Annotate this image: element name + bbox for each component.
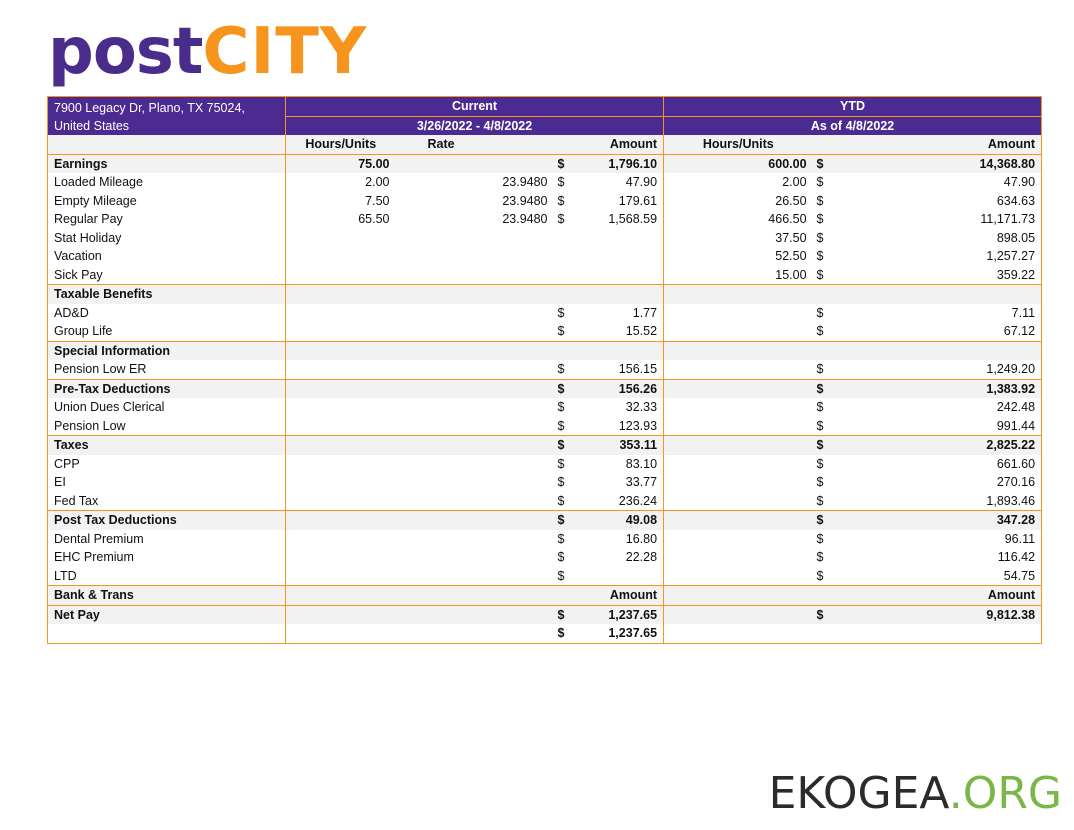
deposit-dollar: $	[557, 626, 565, 641]
col-head-rate: Rate	[396, 135, 554, 154]
line-item-row	[48, 398, 1042, 417]
row-ytd-amount: 54.75	[1003, 568, 1036, 583]
row-hours: 7.50	[286, 192, 396, 211]
line-item-row	[48, 473, 1042, 492]
row-current-amount: 22.28	[625, 550, 658, 565]
row-label: EI	[54, 475, 66, 490]
net-pay-ytd-dollar: $	[813, 605, 843, 624]
row-ytd-amount: 661.60	[996, 456, 1036, 471]
deposit-total: 1,237.65	[608, 626, 658, 641]
line-item-row	[48, 266, 1042, 285]
row-label: Stat Holiday	[54, 230, 122, 245]
row-ytd-amount: 359.22	[996, 267, 1036, 282]
row-ytd-hours	[664, 360, 813, 379]
row-current-amount	[584, 285, 664, 304]
row-current-amount: 1,796.10	[584, 154, 664, 173]
line-item-row	[48, 548, 1042, 567]
row-ytd-dollar: $	[813, 154, 843, 173]
row-label: Earnings	[48, 154, 286, 173]
bank-ytd-amount-label: Amount	[664, 586, 1042, 606]
row-rate	[396, 154, 554, 173]
row-ytd-amount: 1,249.20	[986, 362, 1036, 377]
row-ytd-amount: 898.05	[996, 230, 1036, 245]
row-ytd-hours	[664, 341, 813, 360]
watermark-tld: .ORG	[948, 768, 1062, 819]
row-current-dollar: $	[557, 550, 565, 565]
row-hours	[286, 511, 396, 530]
deposit-spacer	[286, 624, 554, 643]
row-ytd-amount: 1,257.27	[986, 249, 1036, 264]
net-pay-ytd: 9,812.38	[843, 605, 1042, 624]
row-current-amount	[584, 567, 664, 586]
row-ytd-hours: 2.00	[664, 173, 813, 192]
net-pay-row	[48, 605, 1042, 624]
row-current-dollar	[554, 266, 584, 285]
row-hours	[286, 436, 396, 455]
row-label: Taxes	[48, 436, 286, 455]
row-ytd-hours	[664, 398, 813, 417]
row-rate: 23.9480	[502, 193, 548, 208]
line-item-row	[48, 322, 1042, 341]
row-label: Pension Low	[54, 418, 126, 433]
row-current-dollar: $	[557, 324, 565, 339]
row-hours: 2.00	[286, 173, 396, 192]
row-rate	[396, 379, 554, 398]
row-ytd-amount: 67.12	[1003, 324, 1036, 339]
row-current-amount	[584, 247, 664, 266]
bank-amount-label: Amount	[286, 586, 664, 606]
row-ytd-dollar: $	[816, 212, 824, 227]
row-current-dollar	[554, 247, 584, 266]
line-item-row	[48, 192, 1042, 211]
row-ytd-amount: 634.63	[996, 193, 1036, 208]
row-ytd-dollar: $	[816, 249, 824, 264]
row-rate: 23.9480	[502, 212, 548, 227]
row-ytd-amount: 47.90	[1003, 175, 1036, 190]
bank-trans-row	[48, 586, 1042, 606]
row-hours: 65.50	[286, 210, 396, 229]
row-label: Pension Low ER	[54, 362, 147, 377]
row-current-amount: 123.93	[618, 418, 658, 433]
row-ytd-dollar: $	[816, 550, 824, 565]
row-ytd-dollar: $	[816, 493, 824, 508]
row-current-dollar: $	[557, 475, 565, 490]
row-ytd-amount: 2,825.22	[843, 436, 1042, 455]
row-rate	[396, 360, 554, 379]
row-ytd-dollar: $	[816, 267, 824, 282]
col-head-hours: Hours/Units	[286, 135, 396, 154]
row-label: AD&D	[54, 305, 89, 320]
deposit-blank	[48, 624, 286, 643]
row-ytd-hours	[664, 285, 813, 304]
row-current-amount	[584, 229, 664, 248]
ytd-period: As of 4/8/2022	[664, 116, 1042, 135]
row-current-dollar: $	[554, 511, 584, 530]
line-item-row	[48, 210, 1042, 229]
row-ytd-dollar: $	[816, 362, 824, 377]
row-current-dollar: $	[557, 493, 565, 508]
row-current-dollar: $	[554, 436, 584, 455]
row-rate	[396, 511, 554, 530]
row-hours: 75.00	[286, 154, 396, 173]
row-current-amount: 15.52	[625, 324, 658, 339]
row-label: Dental Premium	[54, 531, 144, 546]
row-current-dollar: $	[557, 362, 565, 377]
row-current-dollar: $	[554, 154, 584, 173]
ytd-header: YTD	[664, 97, 1042, 117]
row-ytd-amount: 14,368.80	[843, 154, 1042, 173]
row-current-amount: 1.77	[632, 305, 658, 320]
row-current-amount: 179.61	[618, 193, 658, 208]
row-ytd-amount: 11,171.73	[980, 212, 1036, 227]
row-hours	[286, 247, 396, 266]
row-ytd-amount	[843, 341, 1042, 360]
line-item-row	[48, 304, 1042, 323]
watermark-name: EKOGEA	[768, 768, 949, 819]
row-rate	[396, 548, 554, 567]
row-current-dollar: $	[557, 400, 565, 415]
section-row	[48, 511, 1042, 530]
row-ytd-dollar: $	[816, 175, 824, 190]
row-hours	[286, 567, 396, 586]
row-ytd-dollar: $	[813, 511, 843, 530]
row-hours	[286, 322, 396, 341]
row-rate	[396, 304, 554, 323]
row-current-dollar: $	[557, 212, 565, 227]
row-label: Regular Pay	[54, 212, 123, 227]
row-ytd-hours	[664, 473, 813, 492]
col-head-amount: Amount	[584, 135, 664, 154]
section-row	[48, 341, 1042, 360]
row-hours	[286, 417, 396, 436]
row-hours	[286, 285, 396, 304]
row-ytd-dollar	[813, 341, 843, 360]
row-rate: 23.9480	[502, 175, 548, 190]
line-item-row	[48, 492, 1042, 511]
net-pay-current-dollar: $	[554, 605, 584, 624]
row-ytd-dollar: $	[816, 456, 824, 471]
row-current-amount: 236.24	[618, 493, 658, 508]
row-ytd-hours	[664, 455, 813, 474]
row-current-amount: 156.15	[618, 362, 658, 377]
line-item-row	[48, 173, 1042, 192]
line-item-row	[48, 455, 1042, 474]
deposit-ytd-blank	[664, 624, 1042, 643]
row-current-amount: 83.10	[625, 456, 658, 471]
row-ytd-dollar: $	[816, 305, 824, 320]
row-hours	[286, 360, 396, 379]
row-current-amount: 32.33	[625, 400, 658, 415]
row-ytd-hours	[664, 417, 813, 436]
row-hours	[286, 530, 396, 549]
row-rate	[396, 247, 554, 266]
net-pay-ytd-spacer	[664, 605, 813, 624]
col-head-blank	[48, 135, 286, 154]
postcity-logo	[48, 15, 368, 89]
row-ytd-dollar	[813, 285, 843, 304]
row-hours	[286, 455, 396, 474]
current-header: Current	[286, 97, 664, 117]
row-label: Post Tax Deductions	[48, 511, 286, 530]
row-current-dollar	[554, 341, 584, 360]
row-rate	[396, 285, 554, 304]
current-period: 3/26/2022 - 4/8/2022	[286, 116, 664, 135]
row-ytd-amount: 7.11	[1011, 305, 1036, 320]
line-item-row	[48, 567, 1042, 586]
row-hours	[286, 229, 396, 248]
row-current-dollar: $	[557, 193, 565, 208]
line-item-row	[48, 417, 1042, 436]
row-ytd-amount: 270.16	[996, 475, 1036, 490]
row-ytd-dollar: $	[813, 379, 843, 398]
row-label: LTD	[54, 568, 77, 583]
row-hours	[286, 398, 396, 417]
row-hours	[286, 341, 396, 360]
row-rate	[396, 341, 554, 360]
row-current-amount	[584, 341, 664, 360]
col-head-ytd-amount: Amount	[843, 135, 1042, 154]
row-current-dollar: $	[557, 175, 565, 190]
row-current-amount: 49.08	[584, 511, 664, 530]
net-pay-label: Net Pay	[48, 605, 286, 624]
row-label: Empty Mileage	[54, 193, 137, 208]
row-rate	[396, 266, 554, 285]
row-label: Taxable Benefits	[48, 285, 286, 304]
row-label: Union Dues Clerical	[54, 400, 165, 415]
row-ytd-amount: 116.42	[997, 550, 1036, 565]
row-ytd-dollar: $	[816, 193, 824, 208]
row-ytd-amount: 1,893.46	[986, 493, 1036, 508]
section-row	[48, 285, 1042, 304]
row-label: EHC Premium	[54, 550, 134, 565]
line-item-row	[48, 530, 1042, 549]
row-ytd-hours	[664, 548, 813, 567]
row-hours	[286, 304, 396, 323]
row-hours	[286, 473, 396, 492]
row-current-amount	[584, 266, 664, 285]
row-label: Fed Tax	[54, 493, 99, 508]
row-label: Special Information	[48, 341, 286, 360]
row-ytd-dollar: $	[816, 230, 824, 245]
ekogea-watermark	[768, 768, 1062, 819]
row-current-dollar	[554, 285, 584, 304]
col-head-ytd-hours: Hours/Units	[664, 135, 813, 154]
net-pay-current: 1,237.65	[584, 605, 664, 624]
row-hours	[286, 266, 396, 285]
row-hours	[286, 548, 396, 567]
section-row	[48, 154, 1042, 173]
row-label: Sick Pay	[54, 267, 103, 282]
row-current-dollar: $	[557, 305, 565, 320]
row-ytd-dollar: $	[816, 400, 824, 415]
row-ytd-dollar: $	[816, 568, 824, 583]
deposit-total-row	[48, 624, 1042, 643]
pay-stub-table	[47, 96, 1042, 644]
row-ytd-hours	[664, 511, 813, 530]
row-ytd-hours: 52.50	[664, 247, 813, 266]
row-current-dollar: $	[557, 456, 565, 471]
line-item-row	[48, 360, 1042, 379]
row-ytd-hours: 26.50	[664, 192, 813, 211]
row-ytd-amount: 347.28	[843, 511, 1042, 530]
row-ytd-dollar: $	[816, 531, 824, 546]
row-ytd-hours: 600.00	[664, 154, 813, 173]
row-rate	[396, 473, 554, 492]
employer-address: 7900 Legacy Dr, Plano, TX 75024, United States	[48, 97, 286, 136]
row-current-dollar: $	[557, 531, 565, 546]
row-ytd-amount	[843, 285, 1042, 304]
row-current-amount: 16.80	[625, 531, 658, 546]
section-row	[48, 436, 1042, 455]
row-ytd-hours: 37.50	[664, 229, 813, 248]
logo-city-text: CITY	[202, 15, 368, 89]
row-rate	[396, 492, 554, 511]
row-current-dollar: $	[557, 418, 565, 433]
row-current-dollar	[554, 229, 584, 248]
row-current-amount: 353.11	[584, 436, 664, 455]
row-ytd-amount: 991.44	[996, 418, 1036, 433]
row-current-dollar: $	[554, 379, 584, 398]
row-ytd-dollar: $	[813, 436, 843, 455]
row-rate	[396, 322, 554, 341]
row-ytd-dollar: $	[816, 418, 824, 433]
row-ytd-hours	[664, 322, 813, 341]
row-ytd-amount: 96.11	[1004, 531, 1036, 546]
row-ytd-hours	[664, 304, 813, 323]
line-item-row	[48, 247, 1042, 266]
bank-trans-label: Bank & Trans	[48, 586, 286, 606]
row-current-amount: 156.26	[584, 379, 664, 398]
row-label: CPP	[54, 456, 80, 471]
section-row	[48, 379, 1042, 398]
row-rate	[396, 229, 554, 248]
row-rate	[396, 436, 554, 455]
row-hours	[286, 492, 396, 511]
row-rate	[396, 417, 554, 436]
row-ytd-hours	[664, 492, 813, 511]
row-label: Group Life	[54, 324, 113, 339]
row-rate	[396, 530, 554, 549]
row-hours	[286, 379, 396, 398]
row-ytd-amount: 242.48	[996, 400, 1036, 415]
row-rate	[396, 567, 554, 586]
row-ytd-hours	[664, 436, 813, 455]
row-current-dollar: $	[557, 568, 565, 583]
row-rate	[396, 455, 554, 474]
logo-post-text: post	[48, 15, 203, 89]
line-item-row	[48, 229, 1042, 248]
row-ytd-hours	[664, 567, 813, 586]
row-current-amount: 33.77	[625, 475, 658, 490]
row-ytd-hours	[664, 530, 813, 549]
row-label: Vacation	[54, 249, 102, 264]
row-ytd-hours: 15.00	[664, 266, 813, 285]
row-label: Pre-Tax Deductions	[48, 379, 286, 398]
row-ytd-dollar: $	[816, 324, 824, 339]
row-current-amount: 1,568.59	[608, 212, 658, 227]
row-ytd-hours: 466.50	[664, 210, 813, 229]
row-current-amount: 47.90	[625, 175, 658, 190]
row-ytd-amount: 1,383.92	[843, 379, 1042, 398]
net-pay-spacer	[286, 605, 554, 624]
row-ytd-dollar: $	[816, 475, 824, 490]
row-rate	[396, 398, 554, 417]
row-ytd-hours	[664, 379, 813, 398]
row-label: Loaded Mileage	[54, 175, 143, 190]
